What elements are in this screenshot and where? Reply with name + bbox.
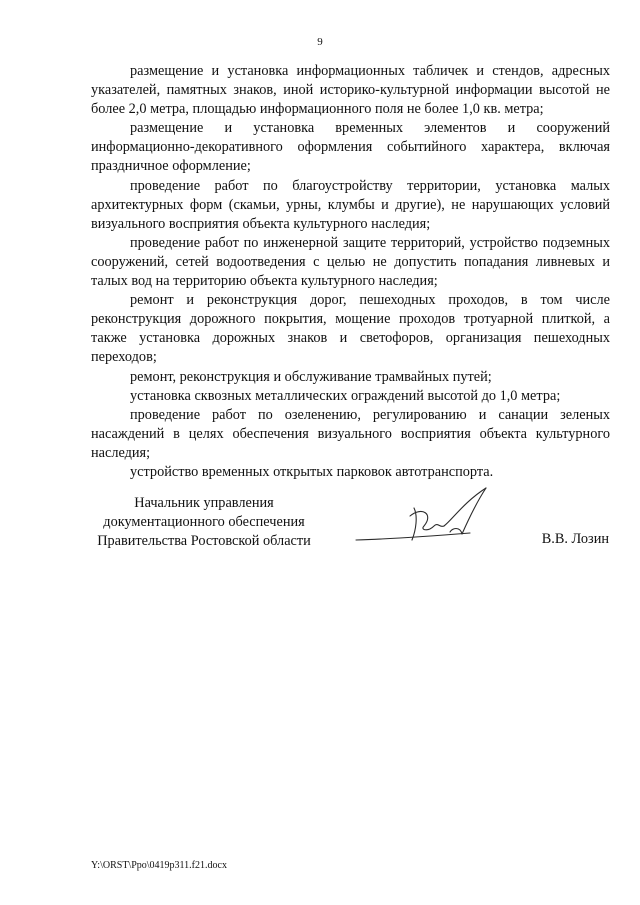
signer-name: В.В. Лозин — [541, 531, 609, 547]
paragraph: размещение и установка информационных табличек и стендов, адресных указателей, памятных знаков, иной историко-культурной информации высотой не более 2,0 метра, площадью информационного поля не более 1,0 кв. метра; — [91, 63, 610, 118]
signer-position — [91, 494, 317, 551]
signer-position-line: Правительства Ростовской области — [97, 533, 311, 550]
paragraph: проведение работ по озеленению, регулированию и санации зеленых насаждений в целях обеспечения визуального восприятия объекта культурного наследия; — [91, 406, 610, 461]
body-text — [91, 62, 610, 482]
signer-position-line: документационного обеспечения — [103, 514, 305, 531]
paragraph: проведение работ по благоустройству территории, установка малых архитектурных форм (скамьи, урны, клумбы и другие), не нарушающих условий визуального восприятия объекта культурного наследия; — [91, 177, 610, 232]
handwritten-signature — [352, 486, 502, 556]
file-path: Y:\ORST\Ppo\0419p311.f21.docx — [91, 860, 227, 871]
paragraph: ремонт, реконструкция и обслуживание трамвайных путей; — [130, 368, 492, 385]
paragraph: установка сквозных металлических ограждений высотой до 1,0 метра; — [130, 387, 561, 404]
paragraph: ремонт и реконструкция дорог, пешеходных проходов, в том числе реконструкция дорожного покрытия, мощение проходов тротуарной плиткой, а также установка дорожных знаков и светофоров, организация пешеходных переходов; — [91, 292, 610, 366]
signer-position-line: Начальник управления — [134, 495, 274, 511]
paragraph: проведение работ по инженерной защите территорий, устройство подземных сооружений, сетей водоотведения с целью не допустить попадания ливневых и талых вод на территорию объекта культурного наследия; — [91, 234, 610, 290]
paragraph: размещение и установка временных элементов и сооружений информационно-декоративного оформления событийного характера, включая праздничное оформление; — [91, 120, 610, 175]
page-number: 9 — [317, 36, 323, 48]
signature-block — [0, 494, 640, 564]
paragraph: устройство временных открытых парковок автотранспорта. — [130, 463, 494, 480]
